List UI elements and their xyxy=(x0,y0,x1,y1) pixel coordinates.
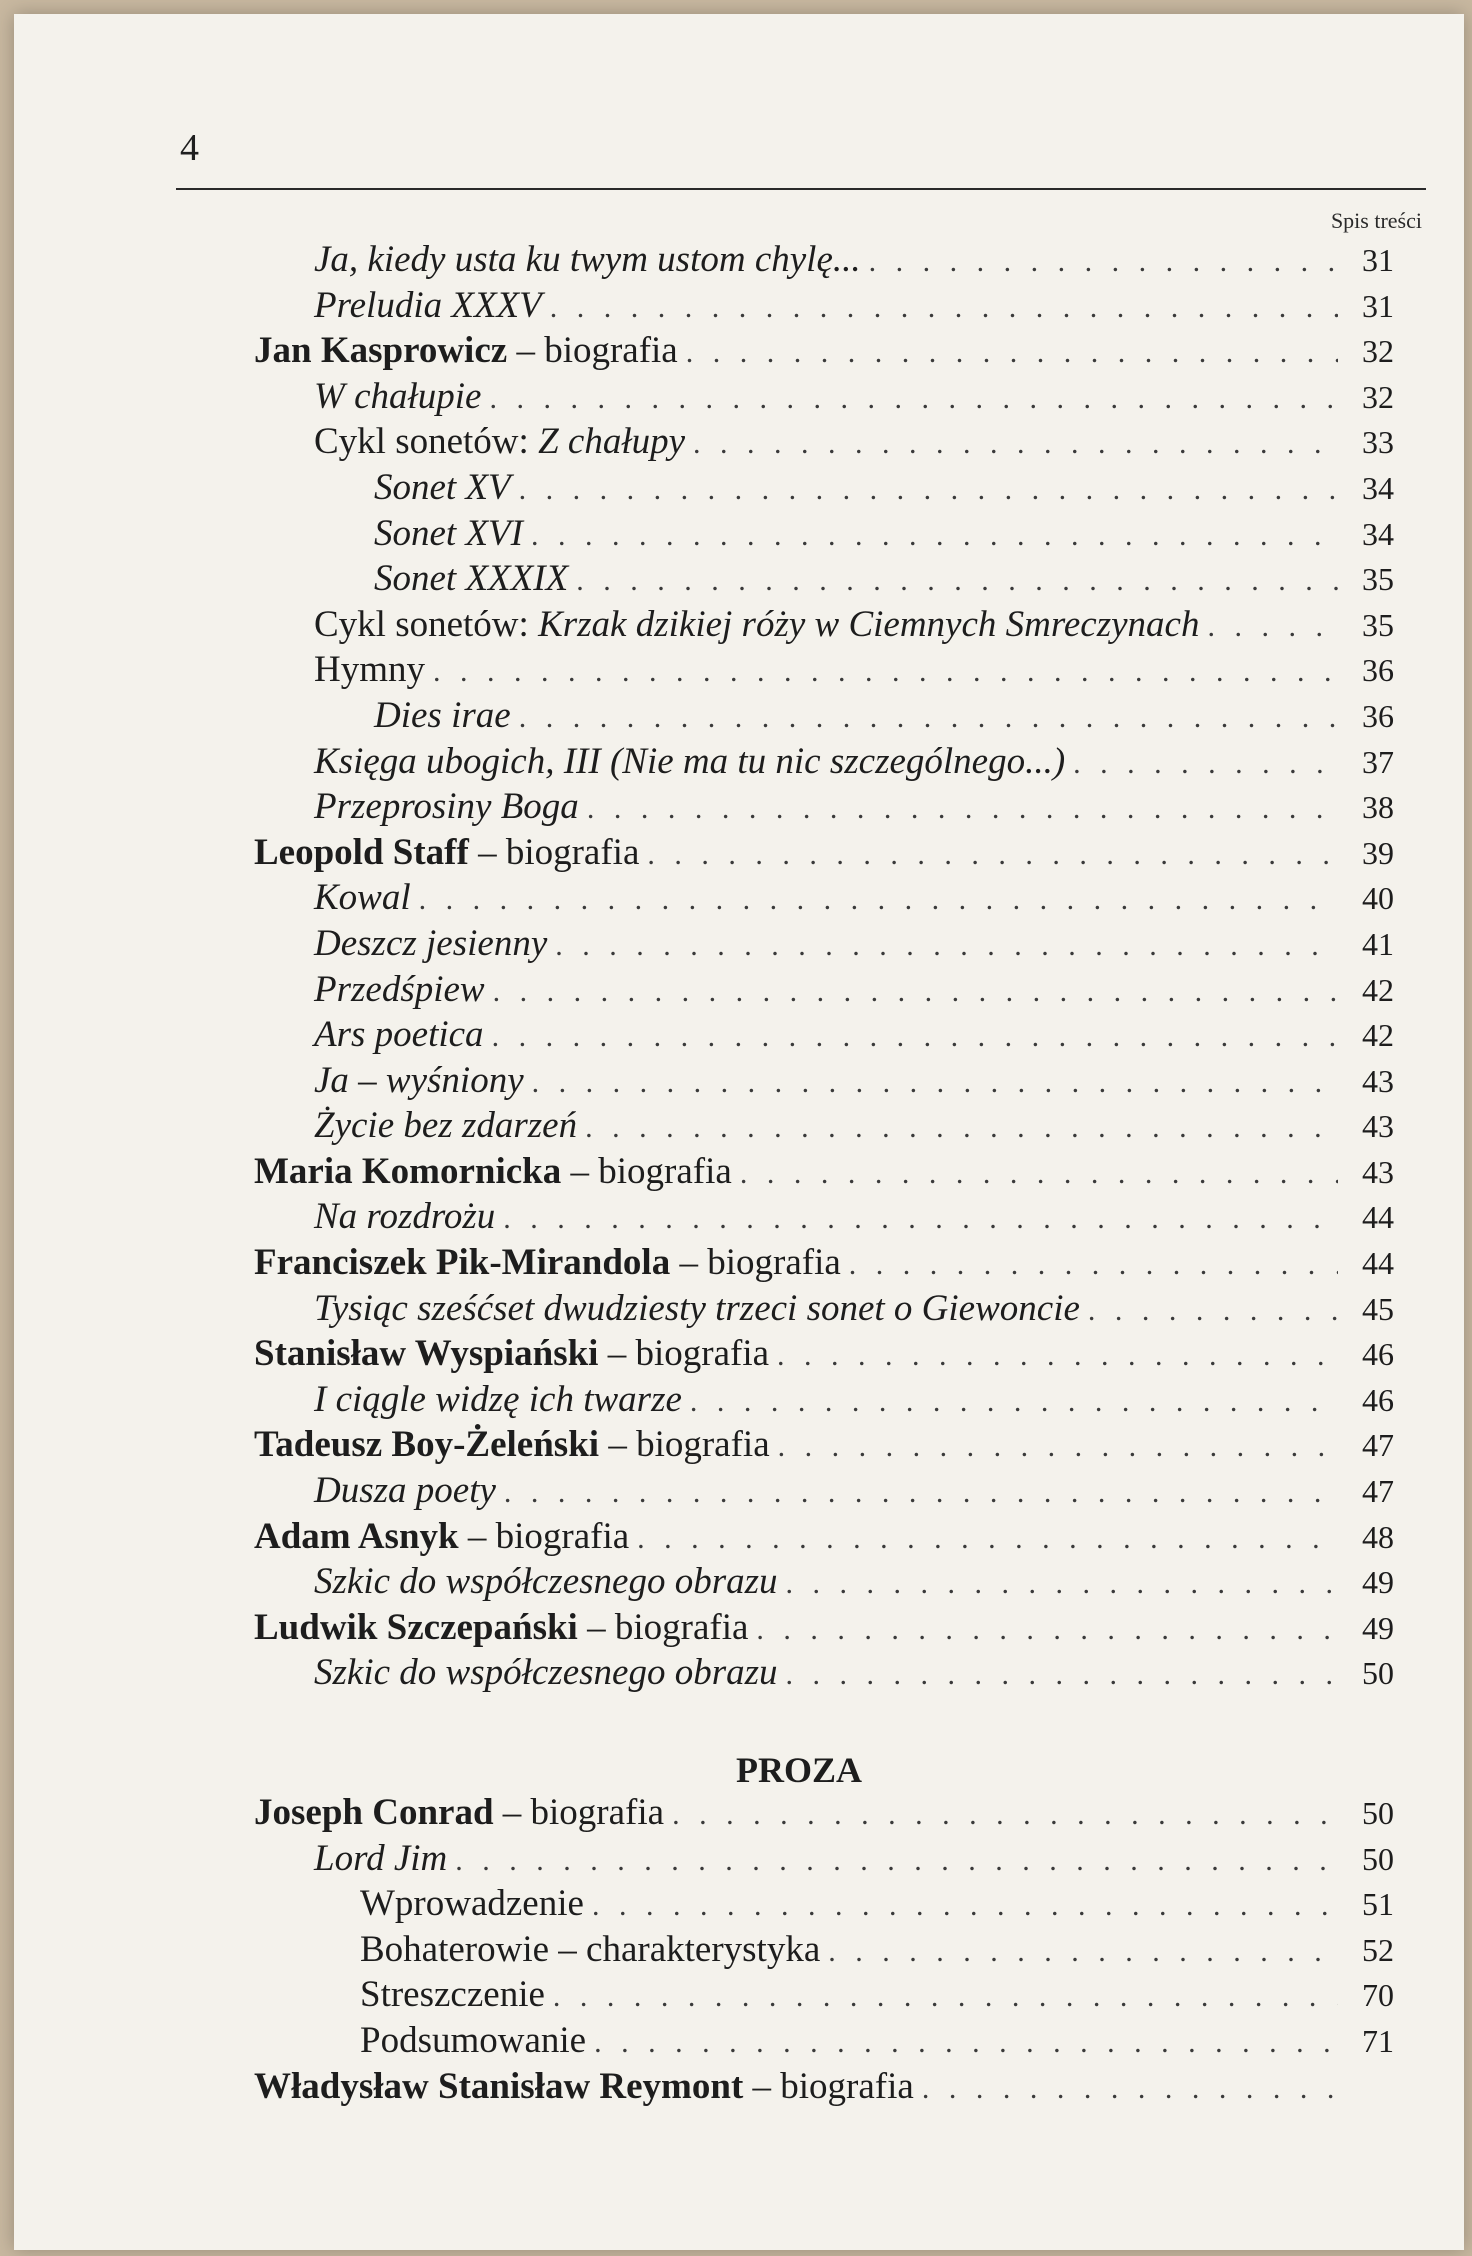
toc-entry-title xyxy=(314,375,481,418)
dot-leader xyxy=(778,1430,1338,1464)
toc-entry-title xyxy=(254,2065,914,2108)
toc-entry-title xyxy=(254,1515,629,1558)
dot-leader xyxy=(922,2072,1338,2106)
page-ref: 52 xyxy=(1362,1931,1394,1968)
toc-entry xyxy=(204,1241,1394,1287)
work-title: Krzak dzikiej róży w Ciemnych Smreczynach xyxy=(538,603,1200,645)
toc-entry xyxy=(204,375,1394,421)
dot-leader xyxy=(1073,747,1338,781)
work-title: Przeprosiny Boga xyxy=(314,786,579,828)
dot-leader xyxy=(1088,1294,1338,1328)
toc-entry-title xyxy=(314,740,1065,783)
page-ref: 49 xyxy=(1362,1564,1394,1601)
work-title: Z chałupy xyxy=(538,421,686,463)
work-title: Szkic do współczesnego obrazu xyxy=(314,1561,778,1603)
dot-leader xyxy=(433,655,1338,689)
work-title: Przedśpiew xyxy=(314,968,485,1010)
toc-entry-title xyxy=(314,603,1199,646)
toc-entry-title xyxy=(254,1606,748,1649)
toc-entry xyxy=(204,1973,1394,2019)
toc-entry xyxy=(204,603,1394,649)
page-ref: 47 xyxy=(1362,1427,1394,1464)
page-ref: 33 xyxy=(1362,424,1394,461)
toc-entry xyxy=(204,1882,1394,1928)
work-title: Tysiąc sześćset dwudziesty trzeci sonet o Giewoncie xyxy=(314,1287,1080,1329)
toc-entry-title xyxy=(374,694,511,737)
toc-entry xyxy=(204,1013,1394,1059)
page-ref: 51 xyxy=(1362,1886,1394,1923)
toc-entry-title xyxy=(314,238,861,281)
dot-leader xyxy=(532,1066,1338,1100)
entry-suffix: – biografia xyxy=(493,1792,665,1833)
entry-text: Podsumowanie xyxy=(360,2019,587,2061)
page-ref: 35 xyxy=(1362,561,1394,598)
toc-entry xyxy=(204,512,1394,558)
page-ref: 42 xyxy=(1362,1017,1394,1054)
entry-prefix: Cykl sonetów: xyxy=(314,603,539,645)
page-ref: 43 xyxy=(1362,1153,1394,1190)
page-ref: 46 xyxy=(1362,1336,1394,1373)
dot-leader xyxy=(777,1339,1338,1373)
dot-leader xyxy=(693,427,1338,461)
dot-leader xyxy=(585,1111,1338,1145)
toc-entry-title xyxy=(254,1791,664,1834)
page-ref: 50 xyxy=(1362,1840,1394,1877)
toc-entry xyxy=(204,1606,1394,1652)
dot-leader xyxy=(550,291,1338,325)
page-ref: 35 xyxy=(1362,606,1394,643)
work-title: Dusza poety xyxy=(314,1470,496,1512)
page-ref: 44 xyxy=(1362,1245,1394,1282)
entry-text: Wprowadzenie xyxy=(360,1883,584,1925)
toc-entry xyxy=(204,1195,1394,1241)
page-ref: 45 xyxy=(1362,1290,1394,1327)
toc-entry-title xyxy=(360,2019,586,2062)
page-ref: 48 xyxy=(1362,1518,1394,1555)
entry-suffix: – biografia xyxy=(599,1424,770,1466)
dot-leader xyxy=(419,883,1338,917)
author-name: Tadeusz Boy-Żeleński xyxy=(254,1424,600,1466)
dot-leader xyxy=(587,792,1338,826)
entry-prefix: Cykl sonetów: xyxy=(314,421,539,463)
author-name: Adam Asnyk xyxy=(254,1515,459,1557)
toc-entry xyxy=(204,466,1394,512)
entry-suffix: – biografia xyxy=(577,1606,749,1648)
toc-entry-title xyxy=(254,831,639,874)
page-ref: 38 xyxy=(1362,789,1394,826)
work-title: Sonet XVI xyxy=(374,512,523,554)
page-ref: 44 xyxy=(1362,1199,1394,1236)
page-ref: 47 xyxy=(1362,1473,1394,1510)
toc-entry-title xyxy=(314,1013,484,1056)
work-title: W chałupie xyxy=(314,375,482,417)
toc-entry xyxy=(204,785,1394,831)
toc-entry xyxy=(204,1791,1394,1837)
page-ref: 31 xyxy=(1362,242,1394,278)
toc-entry-title xyxy=(254,1150,732,1193)
toc-entry-title xyxy=(314,1837,447,1880)
entry-suffix: – biografia xyxy=(561,1150,732,1192)
dot-leader xyxy=(828,1935,1338,1969)
work-title: Księga ubogich, III (Nie ma tu nic szczególnego...) xyxy=(314,740,1066,782)
toc-entry xyxy=(204,1469,1394,1515)
entry-suffix: – biografia xyxy=(458,1515,630,1557)
toc-entry xyxy=(204,1059,1394,1105)
toc-entry xyxy=(204,1150,1394,1196)
dot-leader xyxy=(637,1522,1338,1556)
toc-entry xyxy=(204,329,1394,375)
dot-leader xyxy=(592,1889,1338,1923)
toc-entry-title xyxy=(314,1104,577,1147)
page-ref: 32 xyxy=(1362,333,1394,370)
toc-entry xyxy=(204,740,1394,786)
toc-entry xyxy=(204,876,1394,922)
dot-leader xyxy=(489,382,1338,416)
work-title: I ciągle widzę ich twarze xyxy=(314,1378,682,1420)
work-title: Kowal xyxy=(314,877,411,919)
toc-entry-title xyxy=(314,876,411,919)
toc-entry-title xyxy=(314,1378,682,1421)
toc-entry xyxy=(204,1560,1394,1606)
work-title: Ars poetica xyxy=(314,1014,484,1056)
dot-leader xyxy=(1207,610,1338,644)
author-name: Ludwik Szczepański xyxy=(254,1606,578,1648)
author-name: Joseph Conrad xyxy=(254,1792,494,1833)
toc-entry-title xyxy=(254,329,678,372)
author-name: Władysław Stanisław Reymont xyxy=(254,2065,744,2107)
toc-entry-title xyxy=(374,512,523,555)
work-title: Ja, kiedy usta ku twym ustom chylę... xyxy=(314,239,861,280)
toc-entry-title xyxy=(314,968,485,1011)
toc-entry-title xyxy=(254,1423,770,1466)
toc-entry xyxy=(204,1928,1394,1974)
page-ref: 43 xyxy=(1362,1062,1394,1099)
page-ref: 39 xyxy=(1362,834,1394,871)
page-ref: 37 xyxy=(1362,743,1394,780)
work-title: Deszcz jesienny xyxy=(314,922,548,964)
dot-leader xyxy=(849,1248,1338,1282)
dot-leader xyxy=(504,1476,1338,1510)
page-ref: 50 xyxy=(1362,1655,1394,1692)
toc-entry-title xyxy=(374,466,511,509)
toc-entry xyxy=(204,2065,1394,2111)
toc-entry-title xyxy=(314,1651,778,1694)
entry-text: Bohaterowie – charakterystyka xyxy=(360,1928,821,1970)
work-title: Szkic do współczesnego obrazu xyxy=(314,1652,778,1694)
dot-leader xyxy=(519,473,1338,507)
dot-leader xyxy=(492,1020,1338,1054)
toc-entry-title xyxy=(314,648,425,691)
entry-suffix: – biografia xyxy=(670,1242,841,1284)
toc-entry xyxy=(204,1287,1394,1333)
toc-entry xyxy=(204,1378,1394,1424)
toc-entry xyxy=(204,1651,1394,1697)
page-ref: 36 xyxy=(1362,652,1394,689)
toc-entry xyxy=(204,1837,1394,1883)
toc-entry-title xyxy=(254,1332,769,1375)
dot-leader xyxy=(690,1385,1338,1419)
table-of-contents xyxy=(204,238,1394,2110)
page-ref: 41 xyxy=(1362,925,1394,962)
entry-suffix: – biografia xyxy=(507,330,678,372)
dot-leader xyxy=(740,1157,1338,1191)
entry-suffix: – biografia xyxy=(468,831,640,873)
dot-leader xyxy=(756,1613,1338,1647)
toc-entry-title xyxy=(314,1059,524,1102)
toc-entry xyxy=(204,1423,1394,1469)
dot-leader xyxy=(786,1567,1339,1601)
work-title: Preludia XXXV xyxy=(314,284,542,326)
toc-entry xyxy=(204,2019,1394,2065)
entry-suffix: – biografia xyxy=(598,1333,770,1375)
dot-leader xyxy=(576,564,1338,598)
entry-suffix: – biografia xyxy=(743,2065,914,2107)
dot-leader xyxy=(555,929,1338,963)
page-ref: 34 xyxy=(1362,515,1394,552)
toc-entry xyxy=(204,1515,1394,1561)
page-number: 4 xyxy=(180,127,199,169)
toc-entry xyxy=(204,284,1394,330)
dot-leader xyxy=(786,1658,1339,1692)
toc-entry xyxy=(204,831,1394,877)
author-name: Franciszek Pik-Mirandola xyxy=(254,1242,671,1284)
work-title: Ja – wyśniony xyxy=(314,1059,524,1101)
toc-entry xyxy=(204,648,1394,694)
toc-entry xyxy=(204,694,1394,740)
work-title: Sonet XXXIX xyxy=(374,558,569,600)
running-head: Spis treści xyxy=(1330,208,1422,233)
header-rule xyxy=(176,188,1426,190)
page-ref: 31 xyxy=(1362,287,1394,324)
entry-text: Streszczenie xyxy=(360,1974,545,2016)
work-title: Sonet XV xyxy=(374,466,511,508)
dot-leader xyxy=(869,245,1338,279)
toc-poetry-list xyxy=(204,238,1394,1697)
dot-leader xyxy=(519,701,1338,735)
dot-leader xyxy=(672,1798,1338,1832)
dot-leader xyxy=(455,1844,1338,1878)
toc-entry-title xyxy=(360,1928,820,1971)
page-ref: 43 xyxy=(1362,1108,1394,1145)
author-name: Maria Komornicka xyxy=(254,1150,562,1192)
toc-entry xyxy=(204,922,1394,968)
toc-entry-title xyxy=(314,785,579,828)
dot-leader xyxy=(553,1980,1338,2014)
toc-entry-title xyxy=(374,557,568,600)
page-ref: 34 xyxy=(1362,469,1394,506)
page-ref: 40 xyxy=(1362,880,1394,917)
page-ref: 50 xyxy=(1362,1795,1394,1831)
toc-entry xyxy=(204,557,1394,603)
author-name: Stanisław Wyspiański xyxy=(254,1333,599,1375)
page-ref: 36 xyxy=(1362,697,1394,734)
work-title: Życie bez zdarzeń xyxy=(314,1105,578,1147)
dot-leader xyxy=(531,519,1338,553)
spacer xyxy=(204,1697,1394,1721)
toc-entry-title xyxy=(314,1287,1080,1330)
toc-entry xyxy=(204,1332,1394,1378)
toc-entry-title xyxy=(314,1469,496,1512)
book-page xyxy=(14,14,1464,2250)
dot-leader xyxy=(686,336,1338,370)
dot-leader xyxy=(493,975,1338,1009)
toc-entry-title xyxy=(360,1882,584,1925)
toc-prose-list xyxy=(204,1791,1394,2110)
dot-leader xyxy=(594,2026,1338,2060)
toc-entry-title xyxy=(314,1560,778,1603)
toc-entry xyxy=(204,968,1394,1014)
author-name: Leopold Staff xyxy=(254,831,469,873)
page-ref: 70 xyxy=(1362,1977,1394,2014)
author-name: Jan Kasprowicz xyxy=(254,330,508,372)
page-ref: 49 xyxy=(1362,1609,1394,1646)
page-ref: 32 xyxy=(1362,378,1394,415)
dot-leader xyxy=(503,1202,1338,1236)
work-title: Lord Jim xyxy=(314,1837,448,1879)
toc-entry xyxy=(204,420,1394,466)
toc-entry xyxy=(204,238,1394,284)
entry-text: Hymny xyxy=(314,649,425,691)
toc-entry-title xyxy=(360,1973,545,2016)
page-ref: 42 xyxy=(1362,971,1394,1008)
page-ref: 71 xyxy=(1362,2022,1394,2059)
section-title-proza: PROZA xyxy=(736,1750,862,1790)
toc-entry xyxy=(204,1104,1394,1150)
work-title: Na rozdrożu xyxy=(314,1196,496,1238)
toc-entry-title xyxy=(254,1241,841,1284)
dot-leader xyxy=(647,838,1338,872)
toc-entry-title xyxy=(314,1195,495,1238)
page-ref: 46 xyxy=(1362,1381,1394,1418)
toc-entry-title xyxy=(314,922,547,965)
toc-entry-title xyxy=(314,420,685,463)
work-title: Dies irae xyxy=(374,694,511,736)
toc-entry-title xyxy=(314,284,542,327)
